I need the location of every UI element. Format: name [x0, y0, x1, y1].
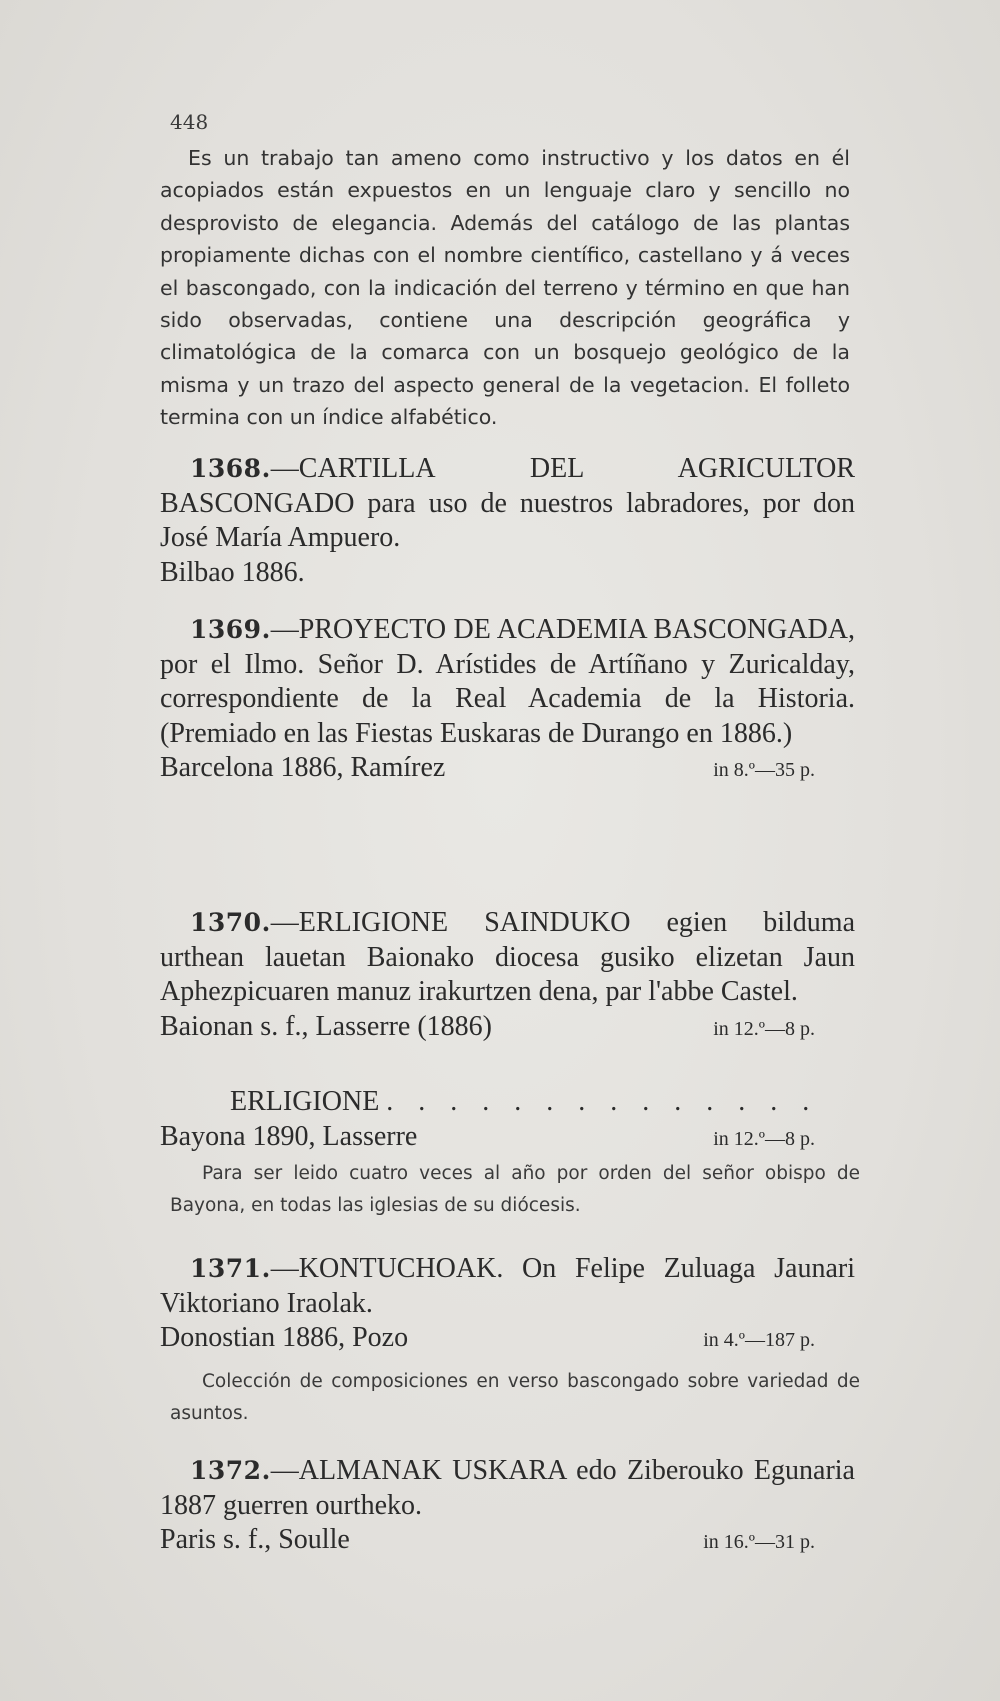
- entry-title: [160, 1454, 855, 1523]
- entry-imprint: [160, 1523, 855, 1560]
- imprint-place: Donostian 1886, Pozo: [160, 1322, 409, 1353]
- entry-1372: [160, 1454, 855, 1560]
- imprint-format: in 12.º—8 p.: [713, 1017, 815, 1040]
- intro-paragraph: [160, 142, 850, 434]
- imprint-place: Barcelona 1886, Ramírez: [160, 752, 446, 783]
- entry-number: 1372.: [190, 1456, 271, 1485]
- imprint-format: in 4.º—187 p.: [703, 1329, 815, 1351]
- entry-number: 1368.: [190, 454, 271, 483]
- entry-note: Colección de composiciones en verso bascongado sobre variedad de asuntos.: [170, 1371, 860, 1424]
- imprint-place: Paris s. f., Soulle: [160, 1524, 350, 1555]
- entry-imprint: [160, 1120, 855, 1157]
- entry-title: [160, 1252, 855, 1321]
- entry-erligione: [160, 1085, 855, 1156]
- intro-text: Es un trabajo tan ameno como instructivo y los datos en él acopiados están expuestos en un lenguaje claro y sencillo no desprovisto de elegancia. Además del catálogo de las plantas propiamente dichas con el nombre científico, castellano y á veces el bascongado, con la indicación del terreno y término en que han sido observadas, contiene una descripción geográfica y climatológica de la comarca con un bosquejo geológico de la misma y un trazo del aspecto general de la vegetacion. El folleto termina con un índice alfabético.: [160, 146, 850, 430]
- entry-1368: [160, 452, 855, 590]
- entry-1371: [160, 1252, 855, 1358]
- entry-note: Para ser leido cuatro veces al año por orden del señor obispo de Bayona, en todas las iglesias de su diócesis.: [170, 1163, 860, 1216]
- imprint-place: Bilbao 1886.: [160, 556, 305, 588]
- imprint-format: in 12.º—8 p.: [713, 1127, 815, 1150]
- imprint-place: Bayona 1890, Lasserre: [160, 1120, 418, 1152]
- entry-imprint: [160, 1321, 855, 1358]
- entry-title: [160, 906, 855, 1010]
- entry-title: [160, 452, 855, 556]
- imprint-format: in 8.º—35 p.: [713, 759, 815, 781]
- entry-imprint: [160, 1010, 855, 1047]
- entry-1370: [160, 906, 855, 1046]
- entry-title-text: —KONTUCHOAK. On Felipe Zuluaga Jaunari Viktoriano Iraolak.: [160, 1253, 855, 1319]
- entry-imprint: [160, 556, 855, 591]
- entry-title: [160, 1085, 855, 1120]
- imprint-place: Baionan s. f., Lasserre (1886): [160, 1010, 493, 1042]
- imprint-format: in 16.º—31 p.: [703, 1531, 815, 1553]
- entry-number: 1371.: [190, 1254, 271, 1283]
- entry-number: 1370.: [190, 908, 271, 937]
- entry-title-text: —PROYECTO DE ACADEMIA BASCONGADA, por el Ilmo. Señor D. Arístides de Artíñano y Zuricalday, correspondiente de la Real Academia de la Historia. (Premiado en las Fiestas Euskaras de Durango en 1886.): [160, 614, 855, 749]
- entry-title-text: ERLIGIONE: [230, 1086, 380, 1117]
- entry-imprint: [160, 751, 855, 788]
- entry-number: 1369.: [190, 615, 271, 644]
- page-number: 448: [170, 110, 209, 134]
- entry-1369: [160, 613, 855, 788]
- leader-dots: . . . . . . . . . . . . . .: [386, 1086, 819, 1117]
- entry-title-text: —ERLIGIONE SAINDUKO egien bilduma urthean lauetan Baionako diocesa gusiko elizetan Jaun Aphezpicuaren manuz irakurtzen dena, par l'abbe Castel.: [160, 907, 855, 1007]
- entry-title-text: —CARTILLA DEL AGRICULTOR BASCONGADO para uso de nuestros labradores, por don José María Ampuero.: [160, 453, 855, 553]
- entry-title-text: —ALMANAK USKARA edo Ziberouko Egunaria 1887 guerren ourtheko.: [160, 1455, 855, 1521]
- entry-title: [160, 613, 855, 751]
